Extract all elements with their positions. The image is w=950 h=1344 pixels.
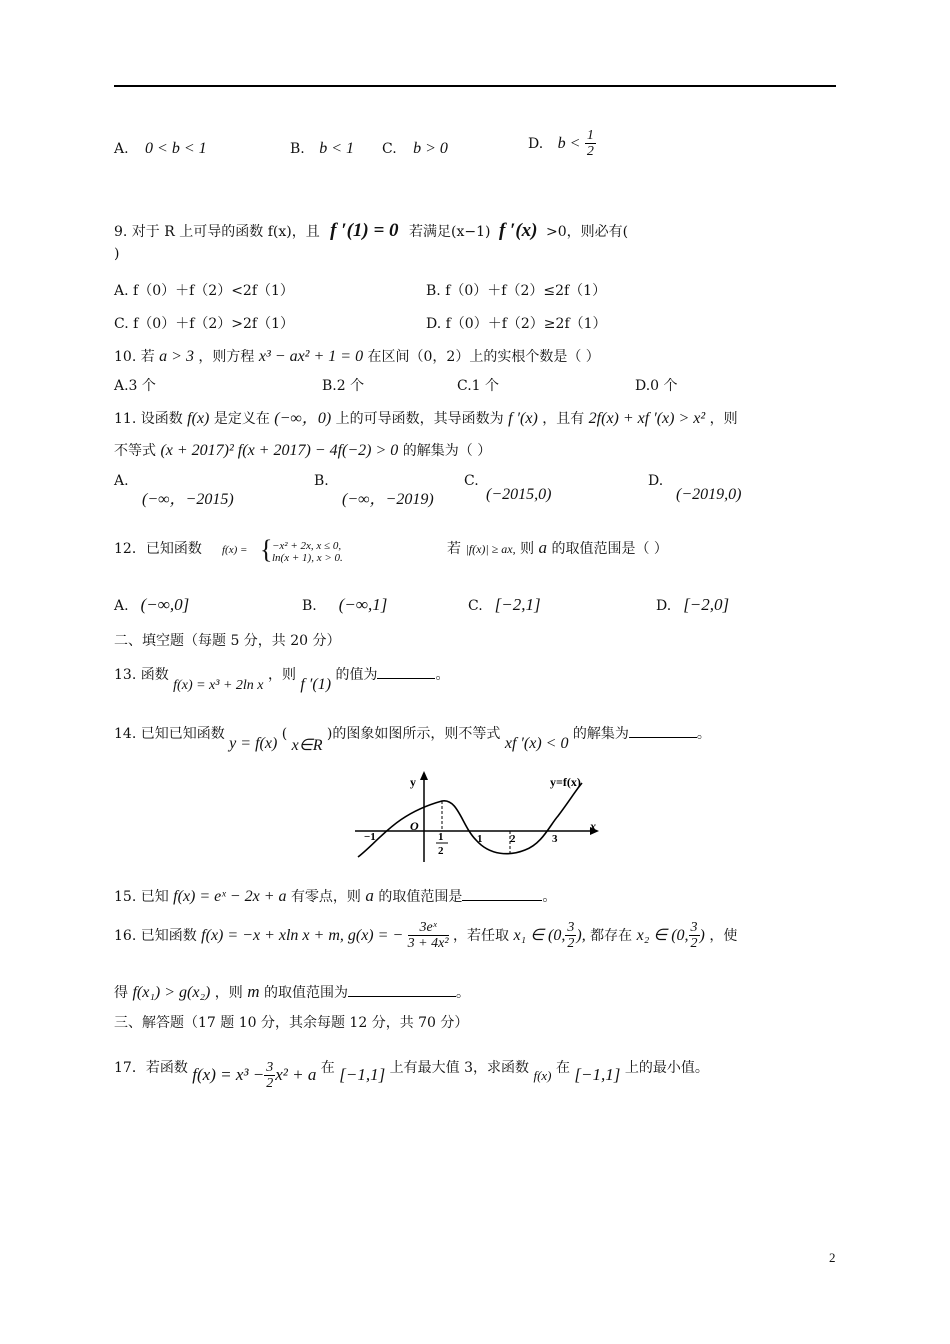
- q9-option-d[interactable]: D. f（0）＋f（2）≥2f（1）: [426, 316, 607, 332]
- q16-stem: 16. 已知函数 f(x) = −x + xln x + m, g(x) = − $\frac{\text{3eˣ}}{\text{3 + 4x²}}$ ，若任取 x₁ ∈ (0, $\frac{3}{2}$ ), 都存在 x₂ ∈ (0, $\frac{3}{2}$ ) ，使: [114, 920, 738, 952]
- q11-option-c-label[interactable]: C.: [464, 473, 479, 489]
- graph-origin-label: O: [410, 819, 419, 833]
- q8-option-b[interactable]: B. b < 1: [290, 140, 354, 157]
- q16-stem-line2: 得 f(x₁) > g(x₂) ，则 m 的取值范围为 。: [114, 982, 470, 1001]
- q10-option-d[interactable]: D.0 个: [635, 378, 678, 394]
- q10-option-a[interactable]: A.3 个: [114, 378, 156, 394]
- q16-answer-blank[interactable]: [348, 996, 456, 997]
- q11-option-b[interactable]: (−∞，−2019): [342, 491, 434, 508]
- q16-g-fraction: $\frac{\text{3eˣ}}{\text{3 + 4x²}}$: [407, 920, 449, 952]
- q12-piecewise: [272, 540, 343, 564]
- q9-option-c[interactable]: C. f（0）＋f（2）>2f（1）: [114, 316, 295, 332]
- q11-option-a[interactable]: (−∞，−2015): [142, 491, 234, 508]
- q10-stem: 10. 若 a > 3 ，则方程 x³ − ax² + 1 = 0 在区间（0，2）上的实根个数是（ ）: [114, 348, 600, 365]
- q11-option-b-label[interactable]: B.: [314, 473, 329, 489]
- q12-piece-1: −x² + 2x, x ≤ 0,: [272, 540, 342, 552]
- q17-stem: 17．若函数 f(x) = x³ − $\frac{3}{2}$ x² + a 在 [−1,1] 上有最大值 3，求函数 f(x) 在 [−1,1] 上的最小值。: [114, 1059, 709, 1092]
- tick-label-neg1: −1: [364, 831, 376, 843]
- q12-option-b[interactable]: B. (−∞,1]: [302, 595, 388, 614]
- q12-option-c[interactable]: C. [−2,1]: [468, 595, 541, 614]
- q15-answer-blank[interactable]: [462, 900, 542, 901]
- graph-y-label: y: [410, 775, 416, 789]
- tick-label-3: 3: [552, 833, 558, 845]
- q9-option-a[interactable]: A. f（0）＋f（2）<2f（1）: [114, 283, 294, 299]
- q12-stem-cont: 若 |f(x)| ≥ ax, 则 a 的取值范围是（ ）: [447, 538, 668, 557]
- q14-answer-blank[interactable]: [629, 737, 697, 738]
- q13-stem: 13. 函数 f(x) = x³ + 2ln x ，则 f ′(1) 的值为 。: [114, 667, 450, 693]
- q9-stem-cont: ): [114, 246, 120, 262]
- section-2-heading: 二、填空题（每题 5 分，共 20 分）: [114, 633, 341, 649]
- fraction: $\frac{3}{2}$: [266, 1060, 274, 1092]
- q8-option-d[interactable]: D. b < $\frac{1}{2}$: [528, 128, 594, 160]
- tick-label-1: 1: [477, 833, 483, 845]
- q11-option-c[interactable]: (−2015,0): [486, 486, 552, 503]
- q14-stem: 14. 已知已知函数 y = f(x) ( x∈R )的图象如图所示，则不等式 xf ′(x) < 0 的解集为 。: [114, 726, 711, 754]
- q10-option-b[interactable]: B.2 个: [322, 378, 365, 394]
- q8-option-c[interactable]: C. b > 0: [382, 140, 448, 157]
- q12-brace: {: [260, 535, 273, 564]
- q12-option-a[interactable]: A. (−∞,0]: [114, 595, 190, 614]
- q8-option-a[interactable]: A. 0 < b < 1: [114, 140, 207, 157]
- graph-curve-label: y=f(x): [550, 775, 581, 789]
- page-number: 2: [829, 1250, 836, 1265]
- tick-label-half-num: 1: [438, 831, 444, 843]
- q15-stem: 15. 已知 f(x) = eˣ − 2x + a 有零点，则 a 的取值范围是 。: [114, 886, 557, 905]
- q10-option-c[interactable]: C.1 个: [457, 378, 500, 394]
- tick-label-half-den: 2: [438, 845, 444, 857]
- q11-stem-line2: 不等式 (x + 2017)² f(x + 2017) − 4f(−2) > 0 的解集为（ ）: [114, 442, 492, 459]
- curve-y-f-x: [358, 783, 582, 857]
- fraction: $\frac{3}{2}$: [567, 920, 575, 952]
- q11-option-d-label[interactable]: D.: [648, 473, 664, 489]
- q9-stem: 9. 对于 R 上可导的函数 f(x)，且 f ′(1) = 0 若满足(x−1) f ′(x) >0，则必有(: [114, 220, 629, 241]
- q11-stem: 11. 设函数 f(x) 是定义在 (−∞，0) 上的可导函数，其导函数为 f ′(x) ，且有 2f(x) + xf ′(x) > x² ，则: [114, 410, 738, 427]
- section-3-heading: 三、解答题（17 题 10 分，其余每题 12 分，共 70 分）: [114, 1015, 469, 1031]
- q11-option-d[interactable]: (−2019,0): [676, 486, 742, 503]
- q9-option-b[interactable]: B. f（0）＋f（2）≤2f（1）: [426, 283, 607, 299]
- q14-function-graph: [350, 770, 600, 865]
- y-axis-arrow: [420, 771, 428, 780]
- q12-stem: 12．已知函数: [114, 541, 202, 557]
- fraction: $\frac{3}{2}$: [690, 920, 698, 952]
- header-rule: [114, 85, 836, 87]
- tick-label-2: 2: [510, 833, 516, 845]
- q12-piece-2: ln(x + 1), x > 0.: [272, 552, 343, 564]
- q12-option-d[interactable]: D. [−2,0]: [656, 595, 730, 614]
- q13-answer-blank[interactable]: [377, 678, 435, 679]
- q12-fx-lhs: f(x) =: [222, 544, 248, 556]
- graph-x-label: x: [590, 819, 596, 833]
- q11-option-a-label[interactable]: A.: [114, 473, 129, 489]
- fraction: $\frac{1}{2}$: [586, 128, 594, 160]
